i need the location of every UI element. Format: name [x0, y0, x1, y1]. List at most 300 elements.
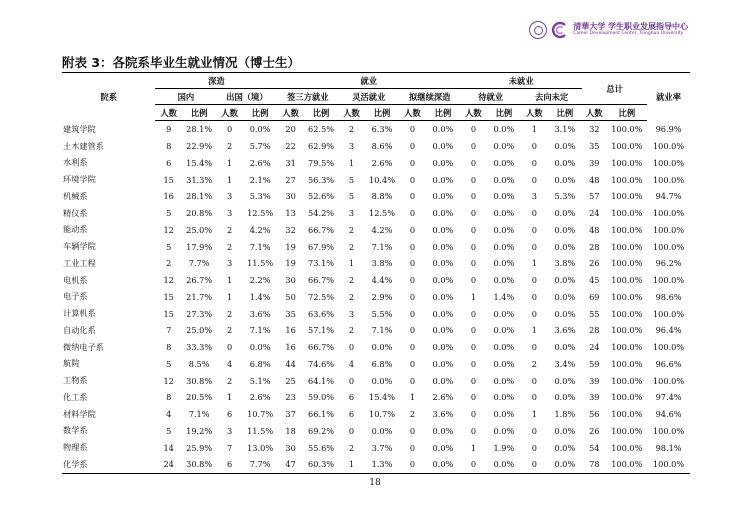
table-cell: 100.0%: [652, 141, 685, 152]
table-cell: 0.0%: [432, 208, 454, 219]
table-cell: 0: [227, 124, 233, 135]
table-cell: 2: [227, 241, 233, 252]
contract-header: 签三方就业: [277, 89, 338, 105]
table-cell: 16: [163, 191, 174, 202]
table-cell: 0: [409, 224, 416, 235]
table-cell: 23: [285, 392, 296, 403]
table-cell: 3.6%: [249, 308, 271, 319]
table-cell: 0.0%: [426, 456, 461, 473]
table-cell: 74.6%: [308, 358, 335, 369]
table-cell: 0.0%: [554, 141, 576, 152]
table-cell: 0.0%: [432, 375, 454, 386]
table-cell: 19.2%: [186, 425, 213, 436]
table-cell: 0: [531, 342, 537, 353]
total-header: 总计: [582, 73, 647, 105]
table-cell: 7.1%: [371, 325, 393, 336]
table-cell: 60.3%: [304, 456, 339, 473]
table-cell: 100.0%: [611, 224, 643, 235]
dept-name-cell: 工物系: [63, 375, 88, 386]
table-cell: 100.0%: [611, 308, 643, 319]
table-cell: 0: [470, 191, 477, 202]
table-cell: 0: [531, 392, 537, 403]
table-cell: 0.0%: [493, 141, 515, 152]
table-cell: 3.8%: [554, 258, 576, 269]
table-cell: 5: [348, 174, 355, 185]
table-cell: 4: [227, 358, 233, 369]
table-cell: 94.7%: [655, 191, 682, 202]
table-cell: 1: [227, 275, 233, 286]
table-cell: 1.3%: [365, 456, 400, 473]
table-cell: 54: [589, 442, 600, 453]
table-cell: 0: [348, 342, 355, 353]
table-cell: 100.0%: [611, 191, 643, 202]
table-cell: 0: [227, 342, 233, 353]
employment-table-container: [62, 72, 690, 474]
table-cell: 3.6%: [554, 325, 576, 336]
dept-name-cell: 车辆学院: [63, 241, 96, 252]
table-cell: 28.1%: [186, 124, 213, 135]
table-cell: 0: [409, 141, 416, 152]
table-cell: 0: [409, 291, 416, 302]
table-cell: 0: [470, 224, 477, 235]
table-cell: 0: [409, 375, 416, 386]
table-cell: 55.6%: [308, 442, 335, 453]
table-cell: 0: [409, 442, 416, 453]
logo-english-text: Career Development Center, Tsinghua University: [573, 31, 684, 37]
dept-name-cell: 化学系: [62, 456, 155, 473]
table-cell: 0: [531, 291, 537, 302]
table-cell: 0.0%: [432, 442, 454, 453]
table-cell: 1: [227, 392, 233, 403]
table-cell: 69.2%: [308, 425, 335, 436]
table-cell: 0.0%: [554, 392, 576, 403]
table-cell: 66.7%: [308, 342, 335, 353]
table-cell: 8: [166, 141, 172, 152]
table-cell: 22.9%: [186, 141, 213, 152]
table-cell: 10.7%: [368, 409, 395, 420]
table-cell: 0: [531, 224, 537, 235]
table-cell: 100.0%: [607, 456, 648, 473]
table-title: 附表 3：各院系毕业生就业情况（博士生）: [62, 55, 301, 70]
dept-name-cell: 环境学院: [63, 174, 96, 185]
table-cell: 1: [227, 291, 233, 302]
table-cell: 5: [166, 358, 172, 369]
table-cell: 0.0%: [432, 174, 454, 185]
count-column-header: 人数: [460, 105, 486, 121]
table-cell: 56.3%: [308, 174, 335, 185]
table-cell: 100.0%: [652, 174, 685, 185]
table-cell: 100.0%: [611, 425, 643, 436]
ratio-column-header: 比例: [182, 105, 217, 121]
table-cell: 0: [470, 141, 477, 152]
table-cell: 25.0%: [186, 224, 213, 235]
table-cell: 100.0%: [611, 442, 643, 453]
table-cell: 3.7%: [371, 442, 393, 453]
table-cell: 0: [470, 258, 477, 269]
table-cell: 100.0%: [647, 456, 690, 473]
table-cell: 3.6%: [432, 409, 454, 420]
count-column-header: 人数: [399, 105, 425, 121]
plan-study-header: 拟继续深造: [399, 89, 460, 105]
ratio-column-header: 比例: [607, 105, 648, 121]
table-cell: 98.6%: [655, 291, 682, 302]
count-column-header: 人数: [216, 105, 242, 121]
table-cell: 0.0%: [371, 342, 393, 353]
table-cell: 32: [589, 124, 600, 135]
table-cell: 13: [285, 208, 296, 219]
table-cell: 0.0%: [554, 291, 576, 302]
count-column-header: 人数: [521, 105, 547, 121]
table-cell: 20.5%: [186, 392, 213, 403]
table-cell: 0.0%: [554, 342, 576, 353]
ratio-column-header: 比例: [548, 105, 583, 121]
table-cell: 0: [470, 241, 477, 252]
dept-header: 院系: [62, 73, 155, 121]
dept-name-cell: 建筑学院: [63, 123, 96, 134]
unemployed-header: 未就业: [460, 73, 582, 89]
table-row: [62, 289, 690, 306]
table-cell: 24: [589, 208, 600, 219]
table-cell: 48: [589, 224, 600, 235]
table-cell: 78: [582, 456, 606, 473]
table-cell: 4: [348, 358, 355, 369]
table-cell: 6.8%: [249, 358, 271, 369]
table-cell: 0.0%: [554, 157, 576, 168]
count-column-header: 人数: [155, 105, 181, 121]
table-cell: 69: [589, 291, 600, 302]
domestic-header: 国内: [155, 89, 216, 105]
table-cell: 0: [531, 275, 537, 286]
table-cell: 0: [460, 456, 486, 473]
table-cell: 1: [470, 442, 477, 453]
table-cell: 1.9%: [493, 442, 515, 453]
table-cell: 0: [470, 308, 477, 319]
table-cell: 64.1%: [308, 375, 335, 386]
table-cell: 3: [348, 308, 355, 319]
table-cell: 4.2%: [249, 224, 271, 235]
table-cell: 0: [399, 456, 425, 473]
table-cell: 0.0%: [493, 258, 515, 269]
university-logo: [529, 21, 688, 39]
table-cell: 56: [589, 409, 600, 420]
table-cell: 100.0%: [611, 392, 643, 403]
dept-name-cell: 水利系: [63, 157, 88, 168]
table-cell: 0: [409, 308, 416, 319]
table-cell: 0: [470, 275, 477, 286]
table-cell: 100.0%: [652, 157, 685, 168]
table-cell: 0: [409, 191, 416, 202]
ratio-column-header: 比例: [243, 105, 278, 121]
table-cell: 15: [163, 308, 174, 319]
seal-icon: [529, 21, 547, 39]
table-cell: 25.9%: [186, 442, 213, 453]
table-cell: 5.7%: [249, 141, 271, 152]
table-cell: 0.0%: [249, 124, 271, 135]
table-cell: 0.0%: [432, 241, 454, 252]
table-cell: 19: [285, 241, 296, 252]
table-cell: 11.5%: [247, 258, 274, 269]
count-column-header: 人数: [338, 105, 364, 121]
table-cell: 0: [470, 174, 477, 185]
pending-header: 待就业: [460, 89, 521, 105]
table-cell: 0: [521, 456, 547, 473]
table-cell: 0.0%: [493, 358, 515, 369]
table-cell: 35: [589, 141, 600, 152]
career-center-logo-icon: [551, 21, 569, 39]
table-cell: 1: [348, 157, 355, 168]
table-cell: 5.5%: [371, 308, 393, 319]
undecided-header: 去向未定: [521, 89, 582, 105]
table-cell: 1: [531, 258, 537, 269]
table-cell: 6.8%: [371, 358, 393, 369]
table-cell: 24: [155, 456, 181, 473]
table-cell: 100.0%: [611, 258, 643, 269]
table-cell: 16: [285, 342, 296, 353]
table-row: [62, 138, 690, 155]
table-cell: 1.4%: [493, 291, 515, 302]
table-cell: 0.0%: [432, 141, 454, 152]
table-cell: 100.0%: [611, 291, 643, 302]
table-cell: 98.1%: [655, 442, 682, 453]
table-cell: 0.0%: [554, 275, 576, 286]
table-cell: 100.0%: [652, 275, 685, 286]
table-cell: 0: [409, 208, 416, 219]
table-cell: 1: [470, 291, 477, 302]
dept-name-cell: 微纳电子系: [63, 341, 104, 352]
table-cell: 0: [531, 174, 537, 185]
table-cell: 7.1%: [188, 409, 210, 420]
table-cell: 100.0%: [611, 358, 643, 369]
table-cell: 14: [163, 442, 174, 453]
table-cell: 0: [409, 342, 416, 353]
table-cell: 0: [470, 342, 477, 353]
table-cell: 3.4%: [554, 358, 576, 369]
table-cell: 39: [589, 157, 600, 168]
table-cell: 57: [589, 191, 600, 202]
table-cell: 7.7%: [188, 258, 210, 269]
table-cell: 30: [285, 191, 296, 202]
table-cell: 48: [589, 174, 600, 185]
table-cell: 8.8%: [371, 191, 393, 202]
table-cell: 0.0%: [493, 325, 515, 336]
dept-name-cell: 数学系: [63, 425, 88, 436]
table-cell: 39: [589, 392, 600, 403]
table-cell: 94.6%: [655, 409, 682, 420]
table-cell: 100.0%: [611, 141, 643, 152]
table-cell: 5.3%: [554, 191, 576, 202]
table-cell: 96.6%: [655, 358, 682, 369]
table-cell: 0: [470, 375, 477, 386]
table-cell: 57.1%: [308, 325, 335, 336]
table-cell: 0: [531, 308, 537, 319]
table-cell: 30.8%: [182, 456, 217, 473]
table-cell: 2: [166, 258, 172, 269]
page-header: [0, 0, 750, 44]
table-cell: 12.5%: [368, 208, 395, 219]
table-cell: 100.0%: [652, 308, 685, 319]
table-cell: 39: [589, 375, 600, 386]
table-cell: 47: [277, 456, 303, 473]
table-cell: 0: [470, 425, 477, 436]
table-cell: 28.1%: [186, 191, 213, 202]
table-cell: 100.0%: [611, 275, 643, 286]
table-cell: 17.9%: [186, 241, 213, 252]
table-cell: 32: [285, 224, 296, 235]
table-cell: 12: [163, 224, 174, 235]
table-cell: 0: [470, 392, 477, 403]
table-cell: 0.0%: [493, 174, 515, 185]
table-cell: 0.0%: [548, 456, 583, 473]
table-cell: 10.4%: [368, 174, 395, 185]
table-cell: 62.9%: [308, 141, 335, 152]
table-row: [62, 272, 690, 289]
table-cell: 59.0%: [308, 392, 335, 403]
table-row: [62, 356, 690, 373]
table-cell: 0.0%: [493, 392, 515, 403]
table-cell: 0.0%: [371, 425, 393, 436]
table-cell: 1: [531, 124, 537, 135]
table-cell: 25: [285, 375, 296, 386]
dept-name-cell: 电子系: [63, 291, 88, 302]
table-cell: 2: [227, 224, 233, 235]
table-cell: 4.2%: [371, 224, 393, 235]
table-cell: 16: [285, 325, 296, 336]
table-cell: 0: [470, 325, 477, 336]
table-cell: 11.5%: [247, 425, 274, 436]
count-column-header: 人数: [277, 105, 303, 121]
table-cell: 33.3%: [186, 342, 213, 353]
table-cell: 0.0%: [493, 409, 515, 420]
table-cell: 28: [589, 241, 600, 252]
table-cell: 97.4%: [655, 392, 682, 403]
page-number: 18: [369, 478, 381, 488]
table-row: [62, 322, 690, 339]
table-cell: 2: [348, 224, 355, 235]
dept-name-cell: 电机系: [63, 274, 88, 285]
table-cell: 6: [166, 157, 172, 168]
table-cell: 0.0%: [432, 258, 454, 269]
table-cell: 15.4%: [186, 157, 213, 168]
table-cell: 0: [470, 124, 477, 135]
further-study-header: 深造: [155, 73, 277, 89]
table-cell: 100.0%: [611, 157, 643, 168]
table-cell: 5.3%: [249, 191, 271, 202]
table-cell: 20.8%: [186, 208, 213, 219]
table-cell: 25.0%: [186, 325, 213, 336]
table-cell: 0.0%: [432, 157, 454, 168]
table-cell: 0: [409, 157, 416, 168]
table-cell: 0: [531, 141, 537, 152]
table-cell: 63.6%: [308, 308, 335, 319]
ratio-column-header: 比例: [304, 105, 339, 121]
table-cell: 5: [166, 208, 172, 219]
table-cell: 100.0%: [611, 208, 643, 219]
table-cell: 5.1%: [249, 375, 271, 386]
table-cell: 6: [348, 392, 355, 403]
table-cell: 0: [531, 442, 537, 453]
table-cell: 0: [531, 208, 537, 219]
table-cell: 0.0%: [432, 425, 454, 436]
table-cell: 15: [163, 174, 174, 185]
table-cell: 73.1%: [308, 258, 335, 269]
table-cell: 62.5%: [308, 124, 335, 135]
table-cell: 6.3%: [371, 124, 393, 135]
table-cell: 0.0%: [554, 208, 576, 219]
table-cell: 0.0%: [493, 241, 515, 252]
table-cell: 0: [531, 425, 537, 436]
table-cell: 2: [227, 141, 233, 152]
ratio-column-header: 比例: [426, 105, 461, 121]
table-cell: 7.1%: [371, 241, 393, 252]
table-cell: 45: [589, 275, 600, 286]
count-column-header: 人数: [582, 105, 606, 121]
table-cell: 0.0%: [432, 291, 454, 302]
table-cell: 0.0%: [554, 375, 576, 386]
table-row: [62, 171, 690, 188]
table-cell: 26: [589, 425, 600, 436]
table-cell: 28: [589, 325, 600, 336]
table-cell: 5: [166, 425, 172, 436]
table-cell: 2: [531, 358, 537, 369]
table-cell: 100.0%: [652, 342, 685, 353]
table-cell: 66.7%: [308, 275, 335, 286]
table-cell: 7: [166, 325, 172, 336]
table-row: [62, 155, 690, 172]
table-cell: 3.8%: [371, 258, 393, 269]
dept-name-cell: 自动化系: [63, 324, 96, 335]
table-cell: 2.6%: [249, 157, 271, 168]
table-cell: 6: [227, 409, 233, 420]
table-cell: 0: [470, 409, 477, 420]
table-cell: 100.0%: [611, 174, 643, 185]
table-cell: 1.4%: [249, 291, 271, 302]
dept-name-cell: 机械系: [63, 190, 88, 201]
table-cell: 100.0%: [652, 208, 685, 219]
table-cell: 30: [285, 275, 296, 286]
table-cell: 54.2%: [308, 208, 335, 219]
table-cell: 100.0%: [652, 224, 685, 235]
table-cell: 0: [409, 425, 416, 436]
table-cell: 15: [163, 291, 174, 302]
table-cell: 0.0%: [432, 325, 454, 336]
table-cell: 2.2%: [249, 275, 271, 286]
table-cell: 0.0%: [432, 191, 454, 202]
table-cell: 12.5%: [247, 208, 274, 219]
table-cell: 0.0%: [493, 224, 515, 235]
table-cell: 8: [166, 342, 172, 353]
table-cell: 9: [166, 124, 172, 135]
table-cell: 0.0%: [493, 425, 515, 436]
table-cell: 0.0%: [493, 208, 515, 219]
table-cell: 7: [227, 442, 233, 453]
ratio-column-header: 比例: [487, 105, 522, 121]
table-cell: 0.0%: [554, 224, 576, 235]
table-cell: 100.0%: [611, 325, 643, 336]
table-cell: 0: [470, 157, 477, 168]
table-cell: 0.0%: [554, 308, 576, 319]
table-cell: 0: [409, 258, 416, 269]
table-cell: 2: [348, 124, 355, 135]
table-cell: 100.0%: [611, 124, 643, 135]
table-cell: 100.0%: [652, 241, 685, 252]
table-cell: 10.7%: [247, 409, 274, 420]
dept-name-cell: 精仪系: [63, 207, 88, 218]
table-cell: 2: [227, 325, 233, 336]
table-cell: 50: [285, 291, 296, 302]
table-cell: 5: [166, 241, 172, 252]
table-cell: 72.5%: [308, 291, 335, 302]
table-row: [62, 372, 690, 389]
